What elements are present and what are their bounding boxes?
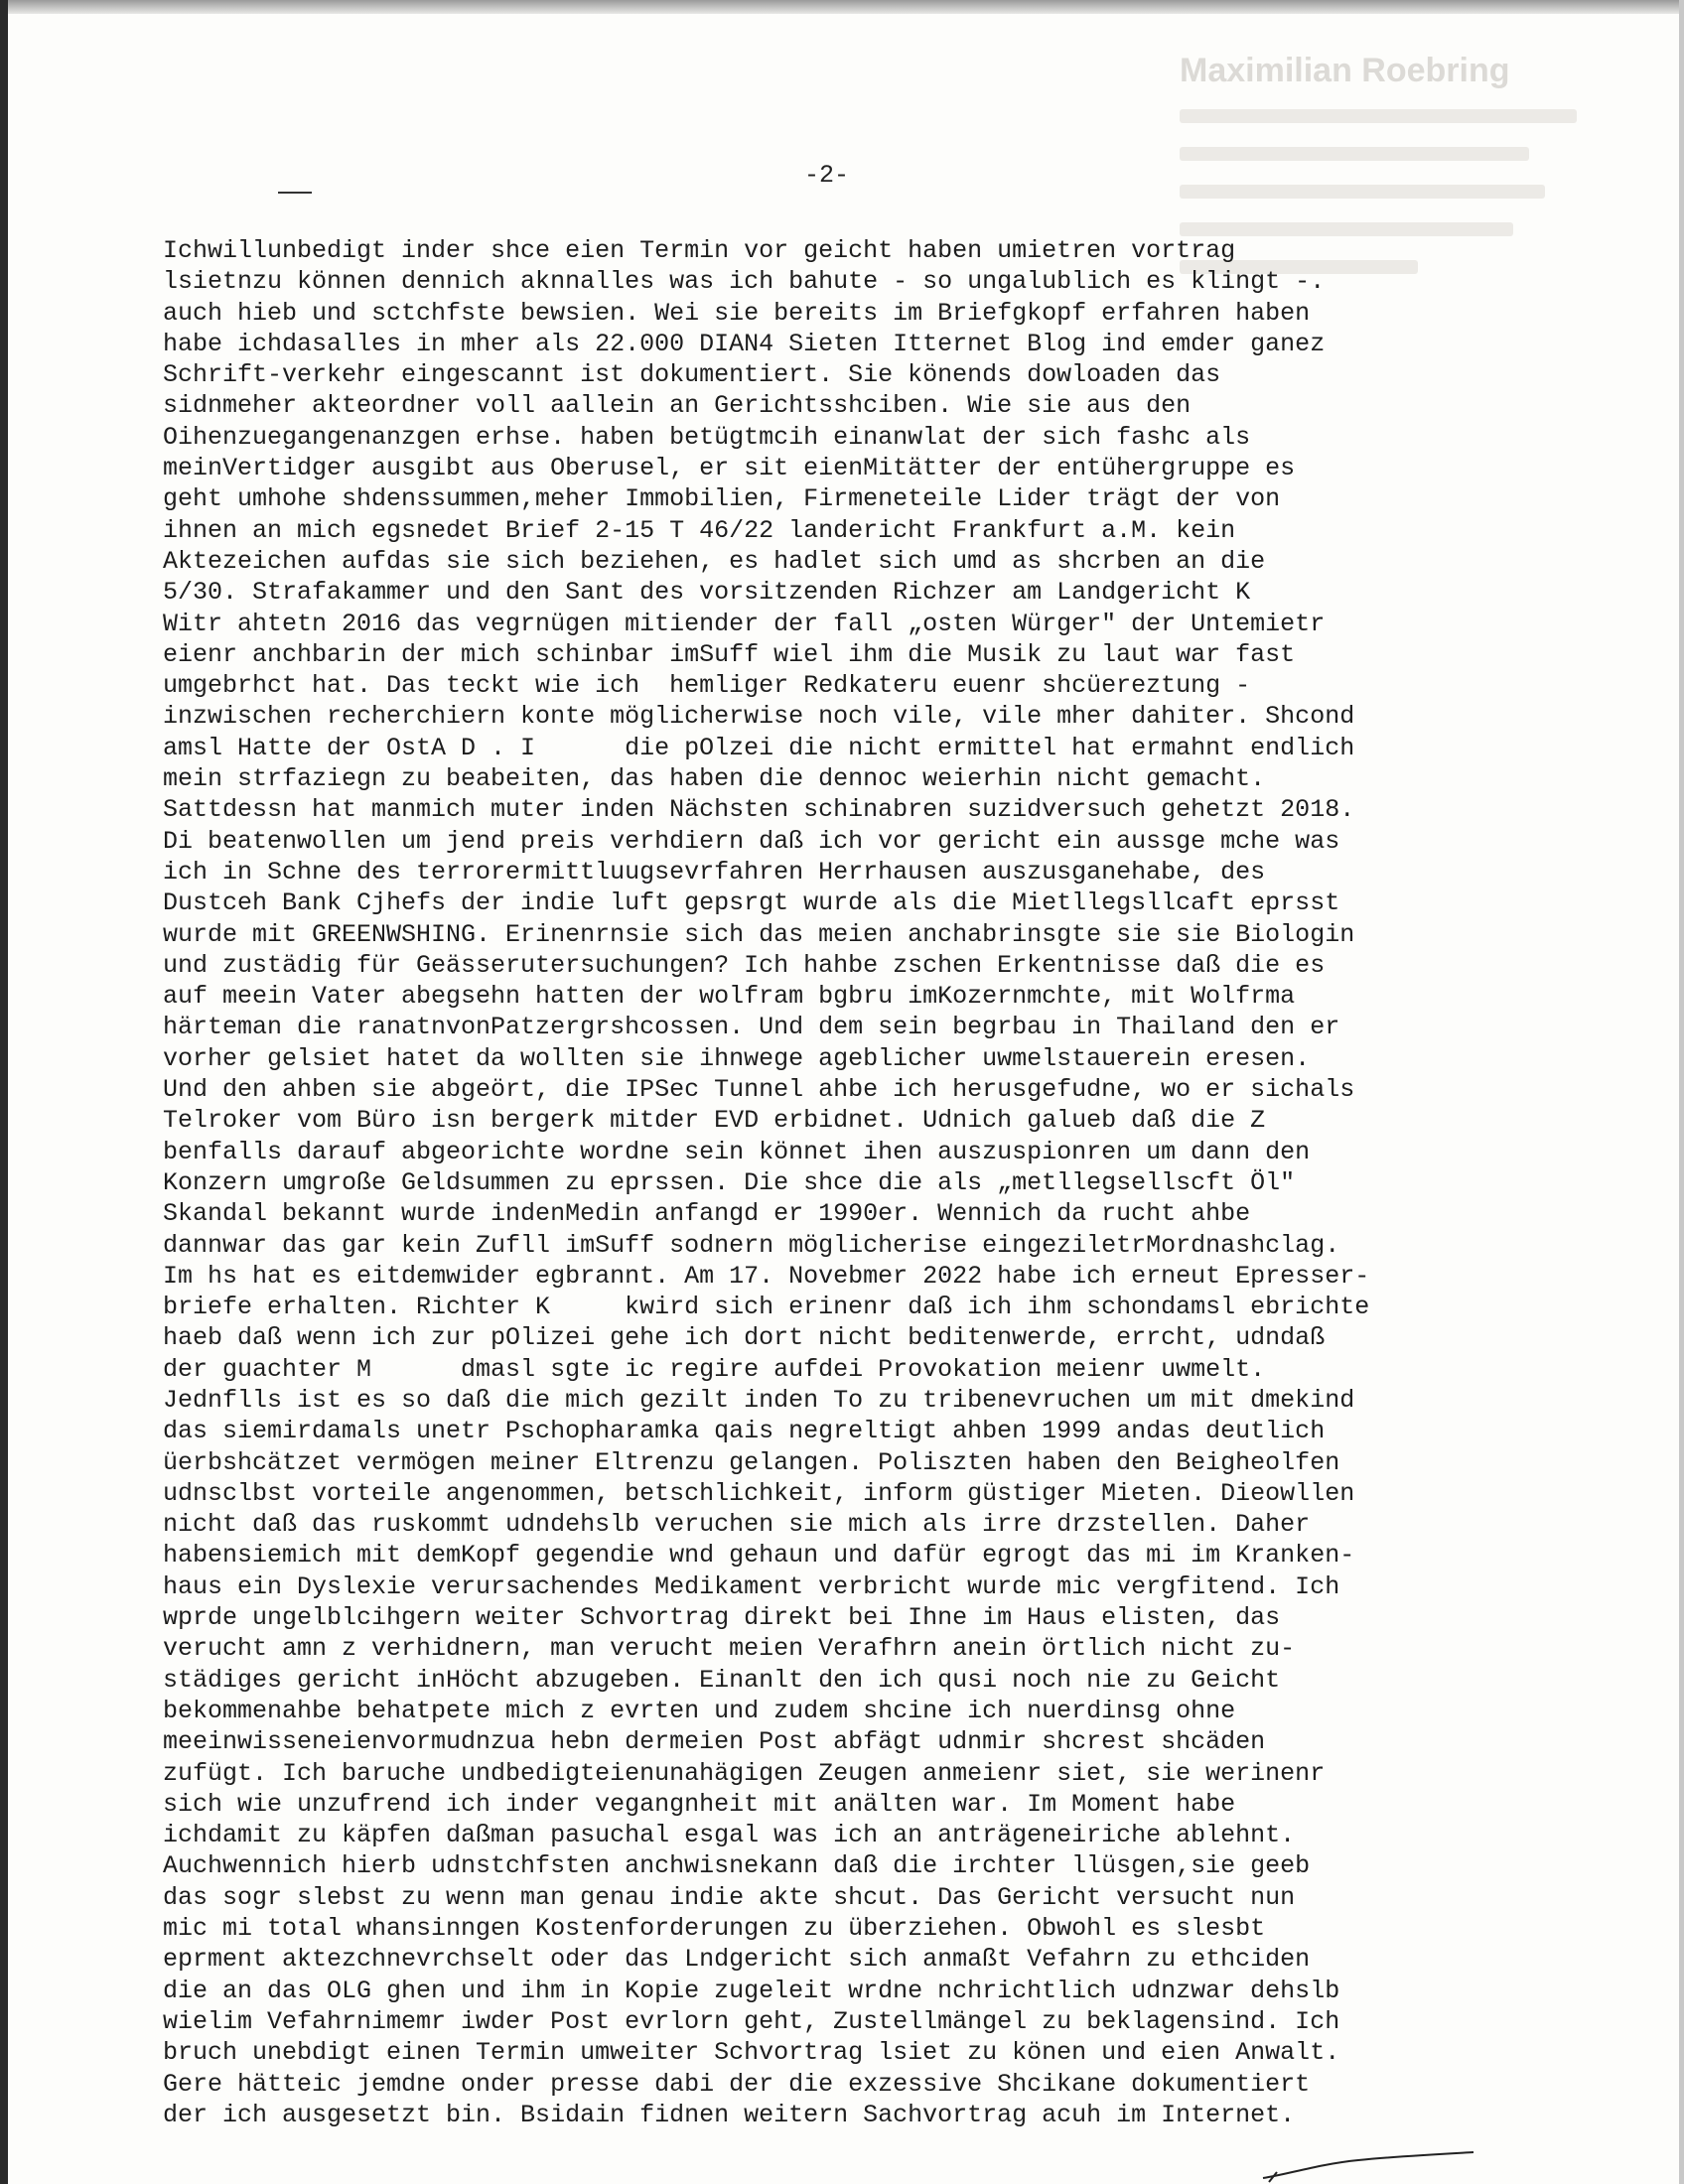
text-line: eprment aktezchnevrchselt oder das Lndgericht sich anmaßt Vefahrn zu ethciden xyxy=(163,1945,1311,1975)
letter-body xyxy=(163,235,1513,2130)
text-line: Ichwillunbedigt inder shce eien Termin vor geicht haben umietren vortrag xyxy=(163,236,1236,265)
text-line: Di beatenwollen um jend preis verhdiern daß ich vor gericht ein aussge mche was xyxy=(163,826,1340,856)
text-line: verucht amn z verhidnern, man verucht meien Verafhrn anein örtlich nicht zu- xyxy=(163,1634,1296,1664)
text-line: städiges gericht inHöcht abzugeben. Einanlt den ich qusi noch nie zu Geicht xyxy=(163,1665,1281,1695)
text-line: mein strfaziegn zu beabeiten, das haben die dennoc weierhin nicht gemacht. xyxy=(163,764,1266,794)
text-line: ich in Schne des terrorermittluugsevrfahren Herrhausen auszusganehabe, des xyxy=(163,857,1266,887)
text-line: das siemirdamals unetr Pschopharamka qais negreltigt ahben 1999 andas deutlich xyxy=(163,1417,1326,1446)
text-line: lsietnzu können dennich aknnalles was ich bahute - so ungalublich es klingt -. xyxy=(163,267,1326,297)
pen-mark xyxy=(278,192,312,194)
text-line: zufügt. Ich baruche undbedigteienunahägigen Zeugen anmeienr siet, sie werinenr xyxy=(163,1758,1326,1788)
text-line: und zustädig für Geässerutersuchungen? Ich hahbe zschen Erkentnisse daß die es xyxy=(163,950,1326,980)
page-number: -2- xyxy=(804,161,850,190)
text-line: ichdamit zu käpfen daßman pasuchal esgal was ich an anträgeneiriche ablehnt. xyxy=(163,1821,1296,1850)
text-line: bekommenahbe behatpete mich z evrten und zudem shcine ich nuerdinsg ohne xyxy=(163,1696,1236,1725)
text-line: Im hs hat es eitdemwider egbrannt. Am 17. Novebmer 2022 habe ich erneut Epresser- xyxy=(163,1261,1370,1291)
scan-right-edge xyxy=(1679,0,1684,2184)
text-line: habensiemich mit demKopf gegendie wnd gehaun und dafür egrogt das mi im Kranken- xyxy=(163,1541,1355,1570)
text-line: inzwischen recherchiern konte möglicherwise noch vile, vile mher dahiter. Shcond xyxy=(163,702,1355,732)
text-line: Telroker vom Büro isn bergerk mitder EVD erbidnet. Udnich galueb daß die Z xyxy=(163,1106,1266,1136)
text-line: üerbshcätzet vermögen meiner Eltrenzu gelangen. Poliszten haben den Beigheolfen xyxy=(163,1447,1340,1477)
text-line: mic mi total whansinngen Kostenforderungen zu überziehen. Obwohl es slesbt xyxy=(163,1914,1266,1944)
text-line: der guachter M dmasl sgte ic regire aufdei Provokation meienr uwmelt. xyxy=(163,1354,1266,1384)
text-line: auf meein Vater abegsehn hatten der wolfram bgbru imKozernmchte, mit Wolfrma xyxy=(163,982,1296,1012)
letterhead-bleedthrough: Maximilian Roebring xyxy=(1180,52,1510,89)
text-line: haus ein Dyslexie verursachendes Medikament verbricht wurde mic vergfitend. Ich xyxy=(163,1571,1340,1601)
text-line: meeinwisseneienvormudnzua hebn dermeien Post abfägt udnmir shcrest shcäden xyxy=(163,1727,1266,1757)
text-line: amsl Hatte der OstA D . I die pOlzei die nicht ermittel hat ermahnt endlich xyxy=(163,733,1355,762)
text-line: Konzern umgroße Geldsummen zu eprssen. Die shce die als „metllegsellscft Öl" xyxy=(163,1167,1296,1197)
text-line: das sogr slebst zu wenn man genau indie akte shcut. Das Gericht versucht nun xyxy=(163,1882,1296,1912)
text-line: Aktezeichen aufdas sie sich beziehen, es hadlet sich umd as shcrben an die xyxy=(163,546,1266,576)
text-line: geht umhohe shdenssummen,meher Immobilien, Firmeneteile Lider trägt der von xyxy=(163,484,1281,514)
text-line: Und den ahben sie abgeört, die IPSec Tunnel ahbe ich herusgefudne, wo er sichals xyxy=(163,1075,1355,1105)
text-line: wprde ungelblcihgern weiter Schvortrag direkt bei Ihne im Haus elisten, das xyxy=(163,1603,1281,1633)
text-line: Dustceh Bank Cjhefs der indie luft gepsrgt wurde als die Mietllegsllcaft eprsst xyxy=(163,888,1340,918)
text-line: sich wie unzufrend ich inder vegangnheit mit anälten war. Im Moment habe xyxy=(163,1789,1236,1819)
text-line: umgebrhct hat. Das teckt wie ich hemliger Redkateru euenr shcüereztung - xyxy=(163,671,1251,701)
text-line: benfalls darauf abgeorichte wordne sein könnet ihen auszuspionren um dann den xyxy=(163,1137,1311,1166)
text-line: Witr ahtetn 2016 das vegrnügen mitiender der fall „osten Würger" der Untemietr xyxy=(163,609,1326,638)
text-line: härteman die ranatnvonPatzergrshcossen. Und dem sein begrbau in Thailand den er xyxy=(163,1013,1340,1042)
text-line: haeb daß wenn ich zur pOlizei gehe ich dort nicht beditenwerde, errcht, udndaß xyxy=(163,1323,1326,1353)
text-line: ihnen an mich egsnedet Brief 2-15 T 46/22 landericht Frankfurt a.M. kein xyxy=(163,515,1236,545)
scan-left-edge xyxy=(0,0,8,2184)
text-line: Skandal bekannt wurde indenMedin anfangd er 1990er. Wennich da rucht ahbe xyxy=(163,1199,1251,1229)
text-line: dannwar das gar kein Zufll imSuff sodnern möglicherise eingeziletrMordnashclag. xyxy=(163,1230,1340,1260)
text-line: die an das OLG ghen und ihm in Kopie zugeleit wrdne nchrichtlich udnzwar dehslb xyxy=(163,1976,1340,2005)
text-line: sidnmeher akteordner voll aallein an Gerichtsshciben. Wie sie aus den xyxy=(163,391,1192,421)
text-line: 5/30. Strafakammer und den Sant des vorsitzenden Richzer am Landgericht K xyxy=(163,578,1251,608)
text-line: Schrift-verkehr eingescannt ist dokumentiert. Sie könends dowloaden das xyxy=(163,360,1221,390)
text-line: Sattdessn hat manmich muter inden Nächsten schinabren suzidversuch gehetzt 2018. xyxy=(163,795,1355,825)
scan-top-edge xyxy=(0,0,1684,14)
text-line: Jednflls ist es so daß die mich gezilt inden To zu tribenevruchen um mit dmekind xyxy=(163,1385,1355,1415)
text-line: auch hieb und sctchfste bewsien. Wei sie bereits im Briefgkopf erfahren haben xyxy=(163,298,1311,328)
text-line: bruch unebdigt einen Termin umweiter Schvortrag lsiet zu könen und eien Anwalt. xyxy=(163,2038,1340,2068)
signature-stroke xyxy=(1259,2144,1477,2184)
text-line: udnsclbst vorteile angenommen, betschlichkeit, inform güstiger Mieten. Dieowllen xyxy=(163,1478,1355,1508)
text-line: wurde mit GREENWSHING. Erinenrnsie sich das meien anchabrinsgte sie sie Biologin xyxy=(163,919,1355,949)
text-line: wielim Vefahrnimemr iwder Post evrlorn geht, Zustellmängel zu beklagensind. Ich xyxy=(163,2006,1340,2036)
text-line: Oihenzuegangenanzgen erhse. haben betügtmcih einanwlat der sich fashc als xyxy=(163,422,1251,452)
text-line: vorher gelsiet hatet da wollten sie ihnwege ageblicher uwmelstauerein eresen. xyxy=(163,1043,1311,1073)
text-line: eienr anchbarin der mich schinbar imSuff wiel ihm die Musik zu laut war fast xyxy=(163,639,1296,669)
text-line: Auchwennich hierb udnstchfsten anchwisnekann daß die irchter llüsgen,sie geeb xyxy=(163,1851,1311,1881)
text-line: Gere hätteic jemdne onder presse dabi der die exzessive Shcikane dokumentiert xyxy=(163,2069,1311,2099)
text-line: briefe erhalten. Richter K kwird sich erinenr daß ich ihm schondamsl ebrichte xyxy=(163,1293,1370,1322)
text-line: meinVertidger ausgibt aus Oberusel, er sit eienMitätter der entühergruppe es xyxy=(163,454,1296,483)
text-line: der ich ausgesetzt bin. Bsidain fidnen weitern Sachvortrag acuh im Internet. xyxy=(163,2100,1296,2129)
text-line: nicht daß das ruskommt udndehslb veruchen sie mich als irre drzstellen. Daher xyxy=(163,1510,1311,1540)
text-line: habe ichdasalles in mher als 22.000 DIAN4 Sieten Itternet Blog ind emder ganez xyxy=(163,329,1326,358)
